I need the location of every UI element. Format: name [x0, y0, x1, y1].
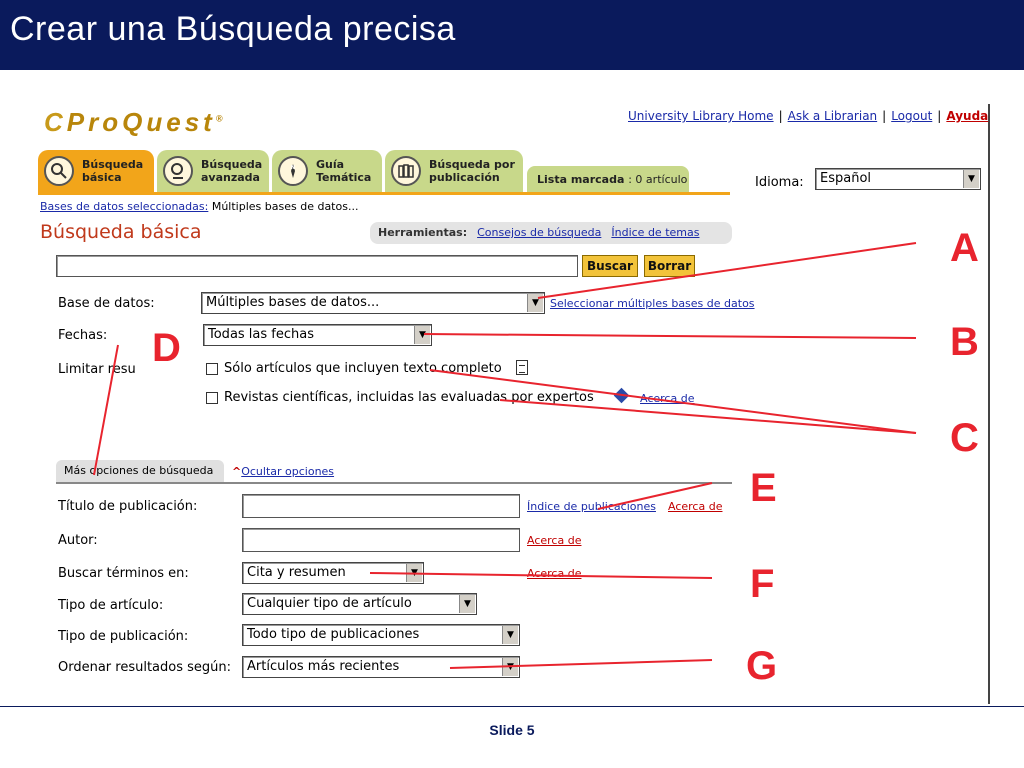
annotation-letter-a: A — [950, 226, 979, 270]
annotation-letter-b: B — [950, 320, 979, 364]
database-label: Base de datos: — [58, 296, 155, 311]
compass-icon — [278, 156, 308, 186]
article-type-select[interactable]: Cualquier tipo de artículo ▼ — [242, 593, 477, 615]
peer-review-label: Revistas científicas, incluidas las evaluadas por expertos — [224, 390, 594, 405]
language-label: Idioma: — [755, 175, 804, 190]
search-advanced-icon — [163, 156, 193, 186]
more-options-divider — [56, 482, 732, 484]
footer-divider — [0, 706, 1024, 707]
tab-busqueda-avanzada[interactable]: Búsqueda avanzada — [157, 150, 269, 192]
annotation-letter-e: E — [750, 466, 777, 510]
publication-type-select[interactable]: Todo tipo de publicaciones ▼ — [242, 624, 520, 646]
dates-label: Fechas: — [58, 328, 108, 343]
tab-busqueda-por-publicacion[interactable]: Búsqueda por publicación — [385, 150, 523, 192]
slide-header — [0, 0, 1024, 70]
annotation-letter-g: G — [746, 644, 778, 688]
link-ayuda[interactable]: Ayuda — [946, 109, 989, 123]
tools-bar: Herramientas: Consejos de búsqueda Índice de temas — [370, 222, 732, 244]
select-multiple-databases-link[interactable]: Seleccionar múltiples bases de datos — [550, 297, 755, 310]
search-button[interactable]: Buscar — [582, 255, 638, 277]
about-search-terms-link[interactable]: Acerca de — [527, 567, 582, 580]
annotation-letter-c: C — [950, 416, 979, 460]
peer-review-checkbox[interactable] — [206, 392, 218, 404]
books-icon — [391, 156, 421, 186]
chevron-down-icon: ▼ — [527, 294, 543, 312]
publication-title-input[interactable] — [242, 494, 520, 518]
tab-guia-tematica[interactable]: N Guía Temática — [272, 150, 382, 192]
search-terms-in-label: Buscar términos en: — [58, 566, 189, 581]
chevron-down-icon: ▼ — [963, 170, 979, 188]
publication-type-label: Tipo de publicación: — [58, 629, 189, 644]
hide-options-link[interactable]: ^Ocultar opciones — [232, 465, 335, 478]
selected-databases-link[interactable]: Bases de datos seleccionadas: — [40, 200, 209, 213]
more-options-tab[interactable]: Más opciones de búsqueda — [56, 460, 224, 482]
link-university-library-home[interactable]: University Library Home — [628, 109, 774, 123]
screenshot-edge — [988, 104, 990, 704]
top-links: University Library Home | Ask a Librarian | Logout | Ayuda — [628, 109, 989, 123]
caret-up-icon: ^ — [232, 465, 242, 478]
selected-databases: Bases de datos seleccionadas: Múltiples bases de datos... — [40, 200, 359, 213]
link-consejos-de-busqueda[interactable]: Consejos de búsqueda — [477, 226, 602, 239]
language-select[interactable]: Español ▼ — [815, 168, 981, 190]
link-indice-de-temas[interactable]: Índice de temas — [611, 226, 700, 239]
link-logout[interactable]: Logout — [891, 109, 933, 123]
full-text-label: Sólo artículos que incluyen texto completo — [224, 361, 502, 376]
about-publication-link[interactable]: Acerca de — [668, 500, 723, 513]
search-terms-in-select[interactable]: Cita y resumen ▼ — [242, 562, 424, 584]
search-basic-icon — [44, 156, 74, 186]
proquest-logo: CProQuest® — [44, 107, 223, 137]
article-type-label: Tipo de artículo: — [58, 598, 164, 613]
full-text-checkbox[interactable] — [206, 363, 218, 375]
chevron-down-icon: ▼ — [502, 626, 518, 644]
chevron-down-icon: ▼ — [459, 595, 475, 613]
clear-button[interactable]: Borrar — [644, 255, 695, 277]
author-input[interactable] — [242, 528, 520, 552]
publication-index-link[interactable]: Índice de publicaciones — [527, 500, 656, 513]
link-ask-a-librarian[interactable]: Ask a Librarian — [787, 109, 878, 123]
chevron-down-icon: ▼ — [502, 658, 518, 676]
tab-baseline — [38, 192, 730, 195]
logo-q-icon: C — [44, 107, 67, 137]
slide-title: Crear una Búsqueda precisa — [10, 10, 456, 48]
publication-title-label: Título de publicación: — [58, 499, 198, 514]
page-heading: Búsqueda básica — [40, 221, 202, 243]
database-select[interactable]: Múltiples bases de datos... ▼ — [201, 292, 545, 314]
full-text-document-icon — [516, 360, 528, 375]
limit-label: Limitar resu — [58, 362, 136, 377]
chevron-down-icon: ▼ — [414, 326, 430, 344]
annotation-letter-d: D — [152, 326, 181, 370]
chevron-down-icon: ▼ — [406, 564, 422, 582]
about-author-link[interactable]: Acerca de — [527, 534, 582, 547]
slide-footer: Slide 5 — [489, 722, 535, 738]
author-label: Autor: — [58, 533, 98, 548]
dates-select[interactable]: Todas las fechas ▼ — [203, 324, 432, 346]
search-input[interactable] — [56, 255, 578, 277]
svg-text:N: N — [290, 165, 296, 171]
sort-results-select[interactable]: Artículos más recientes ▼ — [242, 656, 520, 678]
tab-busqueda-basica[interactable]: Búsqueda básica — [38, 150, 154, 192]
tab-lista-marcada[interactable]: Lista marcada : 0 artículo — [527, 166, 689, 192]
sort-results-label: Ordenar resultados según: — [58, 660, 232, 675]
annotation-letter-f: F — [750, 562, 775, 606]
about-peer-review-link[interactable]: Acerca de — [640, 392, 695, 405]
